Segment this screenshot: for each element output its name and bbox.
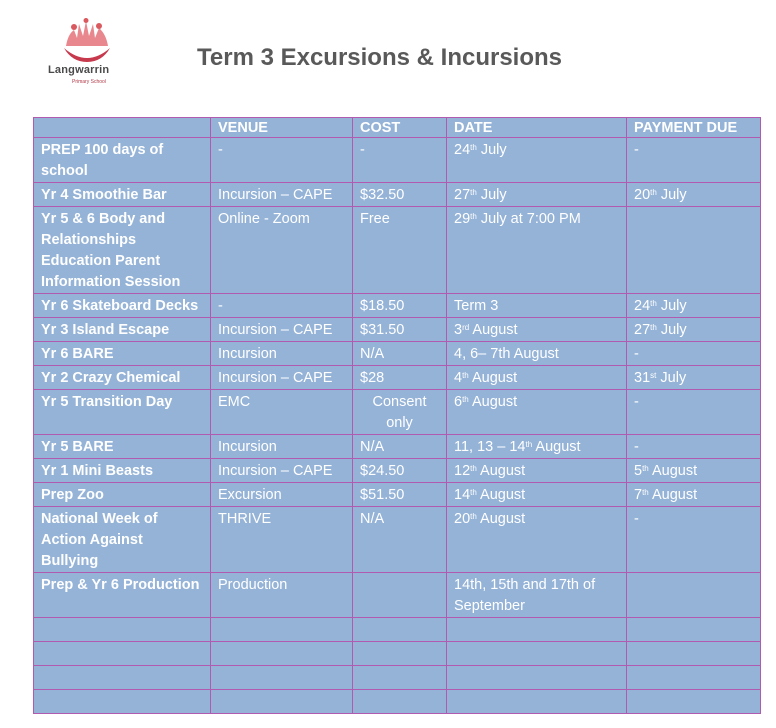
cell-date: 11, 13 – 14th August xyxy=(447,435,627,459)
cell-venue: Incursion – CAPE xyxy=(211,183,353,207)
column-header: COST xyxy=(353,118,447,138)
cell-event: Yr 3 Island Escape xyxy=(34,318,211,342)
cell-venue: Excursion xyxy=(211,483,353,507)
empty-row xyxy=(34,666,761,690)
cell-date: 20th August xyxy=(447,507,627,573)
cell-cost: $18.50 xyxy=(353,294,447,318)
table-row xyxy=(34,366,761,390)
cell-event: Prep & Yr 6 Production xyxy=(34,573,211,618)
page-title: Term 3 Excursions & Incursions xyxy=(197,44,563,71)
cell-venue: EMC xyxy=(211,390,353,435)
table-row xyxy=(34,483,761,507)
cell-venue: Production xyxy=(211,573,353,618)
cell-cost xyxy=(353,573,447,618)
table-row xyxy=(34,138,761,183)
empty-cell xyxy=(627,666,761,690)
cell-payment-due: 24th July xyxy=(627,294,761,318)
cell-payment-due: 20th July xyxy=(627,183,761,207)
school-logo xyxy=(42,18,142,94)
empty-row xyxy=(34,642,761,666)
empty-cell xyxy=(447,642,627,666)
cell-payment-due: - xyxy=(627,342,761,366)
empty-cell xyxy=(34,642,211,666)
cell-cost: $32.50 xyxy=(353,183,447,207)
cell-date: 4, 6– 7th August xyxy=(447,342,627,366)
table-row xyxy=(34,459,761,483)
empty-cell xyxy=(447,618,627,642)
cell-venue: Incursion xyxy=(211,342,353,366)
cell-cost: $28 xyxy=(353,366,447,390)
cell-cost: - xyxy=(353,138,447,183)
cell-date: 3rd August xyxy=(447,318,627,342)
table-row xyxy=(34,342,761,366)
table-row xyxy=(34,390,761,435)
cell-payment-due: - xyxy=(627,138,761,183)
empty-cell xyxy=(211,666,353,690)
empty-cell xyxy=(627,690,761,714)
empty-cell xyxy=(353,618,447,642)
cell-event: National Week of Action Against Bullying xyxy=(34,507,211,573)
empty-cell xyxy=(447,666,627,690)
empty-cell xyxy=(447,690,627,714)
cell-payment-due xyxy=(627,207,761,294)
cell-payment-due xyxy=(627,573,761,618)
cell-event: Yr 5 Transition Day xyxy=(34,390,211,435)
cell-venue: Incursion xyxy=(211,435,353,459)
cell-venue: Online - Zoom xyxy=(211,207,353,294)
column-header: VENUE xyxy=(211,118,353,138)
cell-event: Yr 6 BARE xyxy=(34,342,211,366)
table-row xyxy=(34,294,761,318)
cell-cost: N/A xyxy=(353,342,447,366)
cell-venue: Incursion – CAPE xyxy=(211,366,353,390)
cell-venue: THRIVE xyxy=(211,507,353,573)
cell-date: 6th August xyxy=(447,390,627,435)
table-row xyxy=(34,435,761,459)
empty-row xyxy=(34,690,761,714)
cell-event: Yr 4 Smoothie Bar xyxy=(34,183,211,207)
empty-cell xyxy=(211,618,353,642)
cell-date: 24th July xyxy=(447,138,627,183)
cell-date: 14th August xyxy=(447,483,627,507)
cell-cost: Free xyxy=(353,207,447,294)
column-header: PAYMENT DUE xyxy=(627,118,761,138)
cell-payment-due: - xyxy=(627,390,761,435)
cell-venue: Incursion – CAPE xyxy=(211,459,353,483)
cell-event: PREP 100 days of school xyxy=(34,138,211,183)
empty-cell xyxy=(211,690,353,714)
empty-cell xyxy=(211,642,353,666)
cell-payment-due: 7th August xyxy=(627,483,761,507)
cell-event: Prep Zoo xyxy=(34,483,211,507)
cell-event: Yr 2 Crazy Chemical xyxy=(34,366,211,390)
table-row xyxy=(34,573,761,618)
empty-cell xyxy=(353,690,447,714)
cell-event: Yr 1 Mini Beasts xyxy=(34,459,211,483)
cell-cost: $24.50 xyxy=(353,459,447,483)
table-row xyxy=(34,318,761,342)
table-row xyxy=(34,507,761,573)
cell-cost: N/A xyxy=(353,435,447,459)
logo-emblem-icon xyxy=(62,18,112,64)
cell-cost: $31.50 xyxy=(353,318,447,342)
table-header-row xyxy=(34,118,761,138)
cell-venue: Incursion – CAPE xyxy=(211,318,353,342)
table-row xyxy=(34,207,761,294)
empty-cell xyxy=(34,618,211,642)
cell-cost: $51.50 xyxy=(353,483,447,507)
empty-cell xyxy=(353,666,447,690)
empty-cell xyxy=(34,690,211,714)
cell-date: 29th July at 7:00 PM xyxy=(447,207,627,294)
cell-cost: N/A xyxy=(353,507,447,573)
schedule-table xyxy=(33,117,761,714)
cell-cost: Consent only xyxy=(353,390,447,435)
cell-date: 4th August xyxy=(447,366,627,390)
cell-venue: - xyxy=(211,138,353,183)
logo-name: Langwarrin xyxy=(48,64,110,76)
cell-payment-due: 31st July xyxy=(627,366,761,390)
cell-date: 27th July xyxy=(447,183,627,207)
empty-cell xyxy=(34,666,211,690)
cell-date: 12th August xyxy=(447,459,627,483)
cell-date: Term 3 xyxy=(447,294,627,318)
cell-payment-due: - xyxy=(627,507,761,573)
column-header xyxy=(34,118,211,138)
cell-event: Yr 5 & 6 Body and Relationships Education Parent Information Session xyxy=(34,207,211,294)
cell-payment-due: 27th July xyxy=(627,318,761,342)
cell-payment-due: - xyxy=(627,435,761,459)
table-row xyxy=(34,183,761,207)
empty-cell xyxy=(627,618,761,642)
cell-date: 14th, 15th and 17th of September xyxy=(447,573,627,618)
cell-payment-due: 5th August xyxy=(627,459,761,483)
cell-event: Yr 5 BARE xyxy=(34,435,211,459)
cell-event: Yr 6 Skateboard Decks xyxy=(34,294,211,318)
logo-subtitle: Primary School xyxy=(72,79,106,85)
empty-cell xyxy=(353,642,447,666)
column-header: DATE xyxy=(447,118,627,138)
cell-venue: - xyxy=(211,294,353,318)
empty-cell xyxy=(627,642,761,666)
empty-row xyxy=(34,618,761,642)
